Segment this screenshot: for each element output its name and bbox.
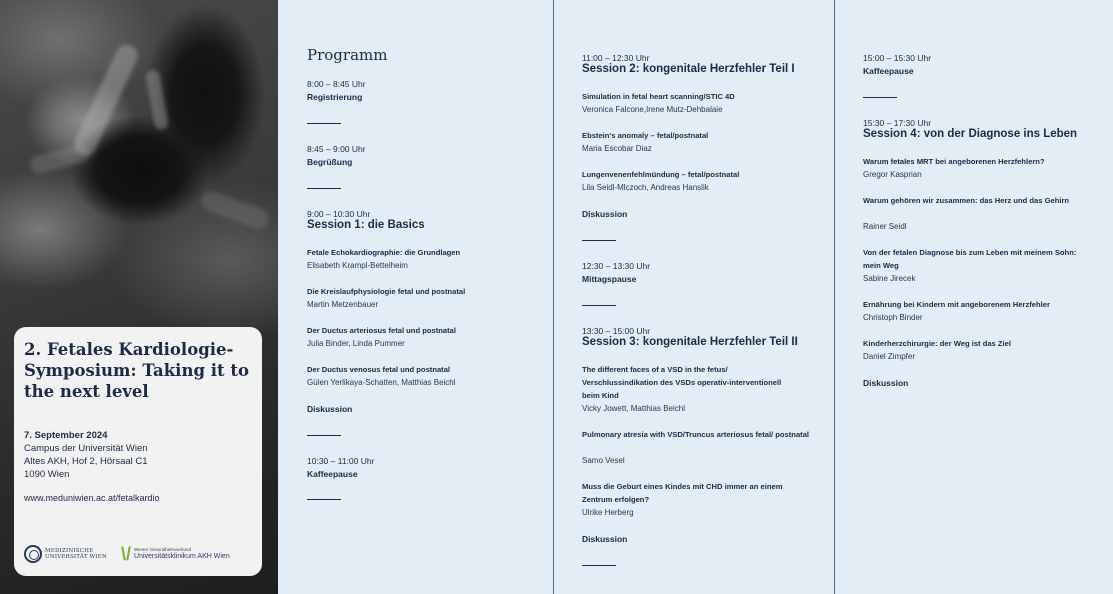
- column-divider: [553, 0, 554, 594]
- session-title: Session 2: kongenitale Herzfehler Teil I: [582, 63, 795, 75]
- discussion: Diskussion: [582, 209, 628, 219]
- event-title: 2. Fetales Kardiologie-Symposium: Taking it to the next level: [24, 340, 249, 401]
- slot-time: 12:30 – 13:30 Uhr: [582, 261, 651, 271]
- session-title: Session 1: die Basics: [307, 219, 425, 231]
- talk-speaker: Martin Metzenbauer: [307, 300, 379, 309]
- divider: [307, 123, 341, 124]
- talk-title: Lungenvenenfehlmündung – fetal/postnatal: [582, 170, 740, 179]
- talk-speaker: Julia Binder, Linda Pummer: [307, 339, 405, 348]
- slot-time: 15:30 – 17:30 Uhr: [863, 118, 932, 128]
- meduni-wien-logo: [24, 545, 107, 563]
- divider: [582, 305, 616, 306]
- talk-speaker: Sabine Jirecek: [863, 274, 916, 283]
- slot-title: Kaffeepause: [307, 469, 358, 479]
- talk-speaker: Veronica Falcone,Irene Mutz-Dehbalaie: [582, 105, 723, 114]
- ultrasound-image: [0, 0, 278, 594]
- talk-title: Die Kreislaufphysiologie fetal und postnatal: [307, 287, 466, 296]
- talk-title: Fetale Echokardiographie: die Grundlagen: [307, 248, 461, 257]
- slot-time: 13:30 – 15:00 Uhr: [582, 326, 651, 336]
- talk-title: The different faces of a VSD in the fetus/ Verschlussindikation des VSDs operativ-interventionell beim Kind: [582, 365, 782, 400]
- programme-title: Programm: [307, 46, 388, 64]
- divider: [307, 499, 341, 500]
- logo-akh-big: Universitätsklinikum AKH Wien: [134, 553, 230, 560]
- talk-title: Von der fetalen Diagnose bis zum Leben mit meinem Sohn: mein Weg: [863, 248, 1077, 270]
- venue-line-3: 1090 Wien: [24, 469, 70, 480]
- event-url-link[interactable]: www.meduniwien.ac.at/fetalkardio: [24, 493, 160, 503]
- discussion: Diskussion: [863, 378, 909, 388]
- divider: [582, 240, 616, 241]
- akh-v-icon: \/: [121, 544, 132, 564]
- talk-speaker: Samo Vesel: [582, 456, 625, 465]
- slot-time: 8:00 – 8:45 Uhr: [307, 79, 366, 89]
- session-title: Session 4: von der Diagnose ins Leben: [863, 128, 1078, 140]
- talk-title: Der Ductus venosus fetal und postnatal: [307, 365, 451, 374]
- talk-speaker: Maria Escobar Diaz: [582, 144, 652, 153]
- talk-title: Ebstein's anomaly – fetal/postnatal: [582, 131, 709, 140]
- talk-title: Ernährung bei Kindern mit angeborenem Herzfehler: [863, 300, 1050, 309]
- logo-akh-small: Wiener Gesundheitsverbund: [134, 547, 192, 552]
- talk-title: Kinderherzchirurgie: der Weg ist das Ziel: [863, 339, 1011, 348]
- divider: [863, 97, 897, 98]
- slot-title: Begrüßung: [307, 157, 353, 167]
- akh-wien-logo: [121, 545, 230, 563]
- event-date: 7. September 2024: [24, 430, 108, 441]
- divider: [307, 435, 341, 436]
- logo-mu-line1: MEDIZINISCHE: [45, 547, 94, 554]
- slot-time: 8:45 – 9:00 Uhr: [307, 144, 366, 154]
- talk-speaker: Daniel Zimpfer: [863, 352, 916, 361]
- talk-title: Warum gehören wir zusammen: das Herz und das Gehirn: [863, 196, 1070, 205]
- talk-speaker: Lila Seidl-Mlczoch, Andreas Hanslik: [582, 183, 709, 192]
- meduni-seal-icon: [24, 545, 42, 563]
- divider: [582, 565, 616, 566]
- slot-title: Mittagspause: [582, 274, 637, 284]
- slot-time: 15:00 – 15:30 Uhr: [863, 53, 932, 63]
- talk-speaker: Christoph Binder: [863, 313, 923, 322]
- slot-time: 10:30 – 11:00 Uhr: [307, 456, 375, 466]
- talk-speaker: Gregor Kasprian: [863, 170, 922, 179]
- talk-speaker: Ulrike Herberg: [582, 508, 634, 517]
- divider: [307, 188, 341, 189]
- talk-title: Simulation in fetal heart scanning/STIC 4D: [582, 92, 735, 101]
- logo-mu-line2: UNIVERSITÄT WIEN: [45, 554, 107, 560]
- talk-speaker: Vicky Jowett, Matthias Beichl: [582, 404, 686, 413]
- discussion: Diskussion: [307, 404, 353, 414]
- talk-speaker: Elisabeth Krampl-Bettelheim: [307, 261, 408, 270]
- venue-line-1: Campus der Universität Wien: [24, 443, 148, 454]
- session-title: Session 3: kongenitale Herzfehler Teil II: [582, 336, 798, 348]
- talk-speaker: Rainer Seidl: [863, 222, 907, 231]
- talk-speaker: Gülen Yerlikaya-Schatten, Matthias Beichl: [307, 378, 456, 387]
- slot-time: 9:00 – 10:30 Uhr: [307, 209, 371, 219]
- event-info-card: [14, 327, 262, 576]
- slot-title: Registrierung: [307, 92, 363, 102]
- slot-time: 11:00 – 12:30 Uhr: [582, 53, 650, 63]
- venue-line-2: Altes AKH, Hof 2, Hörsaal C1: [24, 456, 148, 467]
- talk-title: Der Ductus arteriosus fetal und postnatal: [307, 326, 456, 335]
- discussion: Diskussion: [582, 534, 628, 544]
- column-divider: [834, 0, 835, 594]
- slot-title: Kaffeepause: [863, 66, 914, 76]
- talk-title: Warum fetales MRT bei angeborenen Herzfehlern?: [863, 157, 1045, 166]
- talk-title: Muss die Geburt eines Kindes mit CHD immer an einem Zentrum erfolgen?: [582, 482, 783, 504]
- talk-title: Pulmonary atresia with VSD/Truncus arteriosus fetal/ postnatal: [582, 430, 810, 439]
